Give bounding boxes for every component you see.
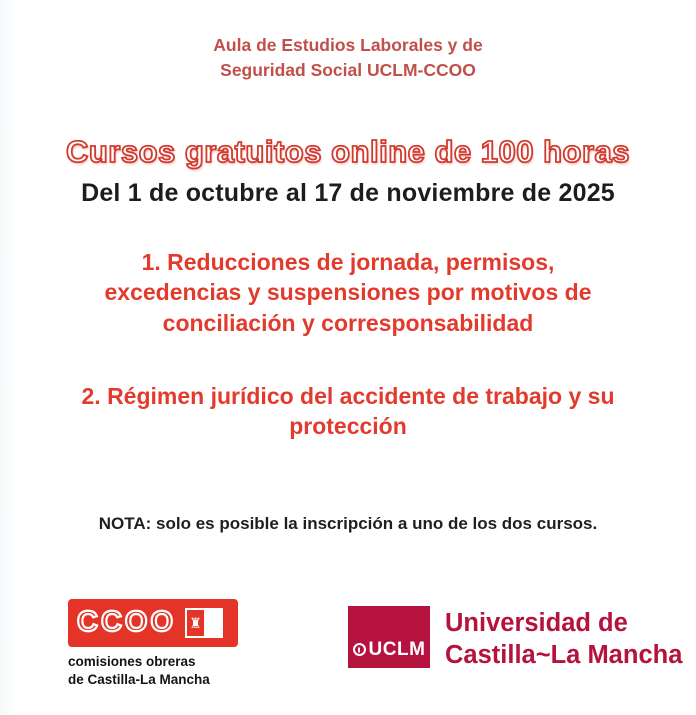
ccoo-caption bbox=[68, 653, 238, 688]
uclm-circle-icon bbox=[353, 643, 366, 656]
castilla-la-mancha-emblem bbox=[185, 608, 223, 638]
course-item-1: 1. Reducciones de jornada, permisos, excedencias y suspensiones por motivos de conciliación y corresponsabilidad bbox=[104, 249, 592, 336]
enrollment-note: NOTA: solo es posible la inscripción a uno de los dos cursos. bbox=[98, 514, 598, 533]
uclm-logo-inner bbox=[353, 640, 426, 659]
ccoo-caption-line1: comisiones obreras bbox=[68, 654, 196, 669]
uclm-name-line2: Castilla~La Mancha bbox=[445, 640, 683, 669]
organization-header bbox=[0, 33, 696, 84]
ccoo-logo-letters: CCOO bbox=[77, 605, 176, 638]
organization-header-line2: Seguridad Social UCLM-CCOO bbox=[220, 60, 476, 81]
course-item-2: 2. Régimen jurídico del accidente de trabajo y su protección bbox=[81, 383, 615, 440]
organization-header-line1: Aula de Estudios Laborales y de bbox=[213, 35, 483, 55]
ccoo-logo bbox=[68, 599, 238, 647]
scan-edge-tint bbox=[0, 0, 14, 715]
ccoo-logo-group bbox=[68, 599, 238, 688]
uclm-name-line1: Universidad de bbox=[445, 609, 628, 637]
uclm-logo bbox=[348, 606, 430, 668]
uclm-logo-group bbox=[348, 606, 682, 672]
ccoo-caption-line2: de Castilla-La Mancha bbox=[68, 671, 210, 687]
course-date-range: Del 1 de octubre al 17 de noviembre de 2025 bbox=[81, 179, 615, 207]
castle-icon: ♜ bbox=[187, 610, 204, 636]
uclm-logo-letters: UCLM bbox=[368, 639, 426, 660]
emblem-white-half bbox=[204, 610, 221, 636]
uclm-university-name bbox=[445, 606, 682, 672]
poster-title: Cursos gratuitos online de 100 horas bbox=[65, 134, 631, 169]
